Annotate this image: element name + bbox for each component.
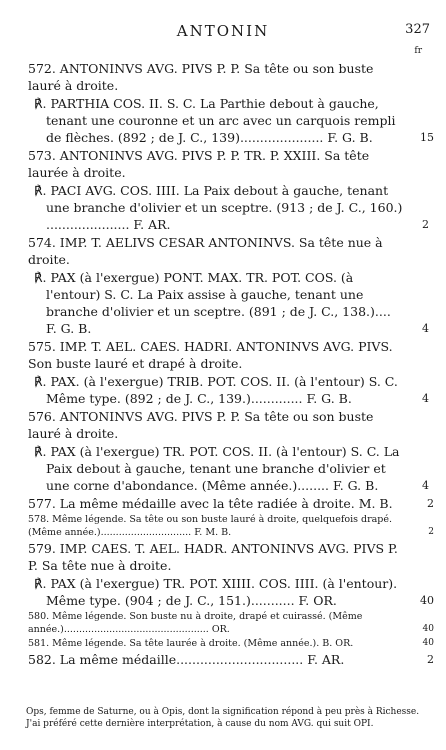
entry-value: 2 bbox=[428, 527, 434, 537]
page-header bbox=[0, 22, 446, 56]
entry-text: 575. IMP. T. AEL. CAES. HADRI. ANTONINVS AVG. PIVS. Son buste lauré et drapé à droite. bbox=[28, 339, 393, 371]
catalog-entry bbox=[0, 495, 446, 512]
entry-value: 40 bbox=[420, 594, 434, 607]
entry-text: 579. IMP. CAES. T. AEL. HADR. ANTONINVS AVG. PIVS P. P. Sa tête nue à droite. bbox=[28, 541, 398, 573]
page-number: 327 bbox=[405, 22, 430, 37]
entry-text: ℟. PAX (à l'exergue) TR. POT. XIIII. COS. IIII. (à l'entour). Même type. (904 ; de J. C., 151.)........... F. OR. bbox=[34, 576, 398, 608]
entry-text: 577. La même médaille avec la tête radiée à droite. M. B. bbox=[28, 496, 393, 511]
catalog-entry bbox=[0, 338, 446, 372]
catalog-entry bbox=[0, 147, 446, 181]
catalog-entry: ℟. PACI AVG. COS. IIII. La Paix debout à gauche, tenant une branche d'olivier et un sceptre. (913 ; de J. C., 160.) ..................... F. AR. 2 bbox=[34, 183, 429, 232]
entry-text: ℟. PAX. (à l'exergue) TRIB. POT. COS. II. (à l'entour) S. C. Même type. (892 ; de J. C., 139.)............. F. G. B. bbox=[34, 374, 398, 406]
entry-text: 578. Même légende. Sa tête ou son buste lauré à droite, quelquefois drapé. (Même année.).............................. F. M. B. bbox=[28, 514, 393, 538]
catalog-entry bbox=[0, 95, 446, 146]
entry-value: 15 bbox=[420, 131, 434, 144]
entry-text: 576. ANTONINVS AVG. PIVS P. P. Sa tête ou son buste lauré à droite. bbox=[28, 409, 374, 441]
entry-text: ℟. PAX (à l'exergue) PONT. MAX. TR. POT. COS. (à l'entour) S. C. La Paix assise à gauche, tenant une branche d'olivier et un sceptre. (891 ; de J. C., 138.).... F. G. B. bbox=[34, 270, 391, 336]
entry-text: 572. ANTONINVS AVG. PIVS P. P. Sa tête ou son buste lauré à droite. bbox=[28, 61, 374, 93]
catalog-entry bbox=[0, 540, 446, 574]
margin-mark: fr bbox=[414, 46, 422, 56]
entry-text: ℟. PACI AVG. COS. IIII. La Paix debout à gauche, tenant une branche d'olivier et un sceptre. (913 ; de J. C., 160.) ..................... F. AR. bbox=[34, 183, 403, 232]
catalog-entry bbox=[0, 651, 446, 668]
catalog-entry bbox=[0, 637, 446, 650]
catalog-entry bbox=[0, 60, 446, 94]
catalog-entry: ℟. PAX (à l'exergue) PONT. MAX. TR. POT. COS. (à l'entour) S. C. La Paix assise à gauche, tenant une branche d'olivier et un sceptre. (891 ; de J. C., 138.).... F. G. B. 4 bbox=[34, 270, 429, 336]
catalog-entry bbox=[0, 610, 446, 636]
page-title: ANTONIN bbox=[176, 22, 270, 40]
catalog-entry: ℟. PAX (à l'exergue) TR. POT. COS. II. (à l'entour) S. C. La Paix debout à gauche, tenant une branche d'olivier et une corne d'abondance. (Même année.)........ F. G. B. 4 bbox=[34, 444, 429, 493]
catalog-entry bbox=[0, 513, 446, 539]
entry-text: 582. La même médaille................................ F. AR. bbox=[28, 652, 345, 667]
entry-text: ℟. PARTHIA COS. II. S. C. La Parthie debout à gauche, tenant une couronne et un arc avec un carquois rempli de flèches. (892 ; de J. C., 139)..................... F. G. B. bbox=[34, 96, 396, 145]
entry-value: 40 bbox=[422, 624, 434, 634]
entry-text: ℟. PAX (à l'exergue) TR. POT. COS. II. (à l'entour) S. C. La Paix debout à gauche, tenant une branche d'olivier et une corne d'abondance. (Même année.)........ F. G. B. bbox=[34, 444, 400, 493]
catalog-entry bbox=[0, 575, 446, 609]
entry-text: 573. ANTONINVS AVG. PIVS P. P. TR. P. XXIII. Sa tête laurée à droite. bbox=[28, 148, 370, 180]
entry-text: 581. Même légende. Sa tête laurée à droite. (Même année.). B. OR. bbox=[28, 638, 354, 649]
entry-value: 40 bbox=[422, 638, 434, 648]
catalog-entry bbox=[0, 234, 446, 268]
entry-value: 2 bbox=[427, 497, 434, 510]
entry-value: 2 bbox=[427, 653, 434, 666]
catalog-entry: ℟. PAX. (à l'exergue) TRIB. POT. COS. II. (à l'entour) S. C. Même type. (892 ; de J. C., 139.)............. F. G. B. 4 bbox=[34, 374, 429, 406]
catalog-entry bbox=[0, 408, 446, 442]
entry-text: 574. IMP. T. AELIVS CESAR ANTONINVS. Sa tête nue à droite. bbox=[28, 235, 383, 267]
footnote: Ops, femme de Saturne, ou à Opis, dont la signification répond à peu près à Richesse. J'ai préféré cette dernière interprétation, à cause du nom AVG. qui suit OPI. bbox=[26, 707, 420, 729]
entries-list bbox=[0, 60, 446, 669]
entry-text: 580. Même légende. Son buste nu à droite, drapé et cuirassé. (Même année.)................................................ OR. bbox=[28, 611, 363, 635]
